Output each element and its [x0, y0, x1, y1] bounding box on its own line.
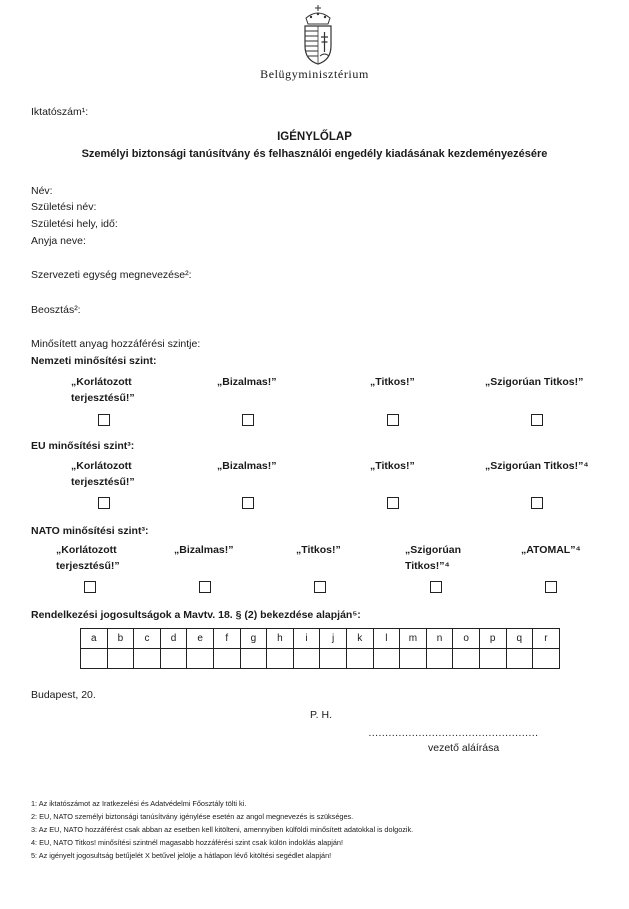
- org-unit-label: Szervezeti egység megnevezése²:: [31, 269, 192, 281]
- national-confidential-checkbox[interactable]: [242, 414, 254, 426]
- rights-letter-c: c: [134, 629, 161, 649]
- rights-mark-cell-g[interactable]: [240, 649, 267, 669]
- access-level-label: Minősített anyag hozzáférési szintje:: [31, 338, 201, 350]
- footnote-3: 3: Az EU, NATO hozzáférést csak abban az esetben kell kitölteni, amennyiben külföldi minősített adatokkal is dolgozik.: [31, 825, 414, 834]
- national-secret-label: „Titkos!”: [370, 376, 415, 388]
- form-subtitle: Személyi biztonsági tanúsítvány és felhasználói engedély kiadásának kezdeményezésére: [81, 148, 548, 160]
- rights-mark-cell-h[interactable]: [267, 649, 294, 669]
- rights-letter-row: [81, 629, 560, 649]
- rights-mark-cell-c[interactable]: [134, 649, 161, 669]
- rights-mark-cell-b[interactable]: [107, 649, 134, 669]
- nato-top-secret-label: „Szigorúan Titkos!”⁴: [405, 544, 462, 572]
- eu-level-heading: EU minősítési szint³:: [31, 440, 135, 452]
- rights-mark-cell-l[interactable]: [373, 649, 400, 669]
- footnote-1: 1: Az iktatószámot az Iratkezelési és Adatvédelmi Főosztály tölti ki.: [31, 799, 247, 808]
- stamp-label: P. H.: [310, 709, 332, 721]
- eu-top-secret-label: „Szigorúan Titkos!”⁴: [485, 460, 589, 472]
- rights-mark-cell-n[interactable]: [426, 649, 453, 669]
- rights-mark-cell-k[interactable]: [346, 649, 373, 669]
- rights-letter-g: g: [240, 629, 267, 649]
- coat-of-arms-logo: [300, 4, 336, 66]
- nato-restricted-label: „Korlátozott terjesztésű!”: [56, 544, 120, 572]
- footnote-2: 2: EU, NATO személyi biztonsági tanúsítvány igénylése esetén az angol megnevezés is szükséges.: [31, 812, 354, 821]
- rights-letter-j: j: [320, 629, 347, 649]
- eu-secret-label: „Titkos!”: [370, 460, 415, 472]
- signer-label: vezető aláírása: [428, 742, 500, 754]
- rights-letter-h: h: [267, 629, 294, 649]
- nato-restricted-checkbox[interactable]: [84, 581, 96, 593]
- eu-secret-checkbox[interactable]: [387, 497, 399, 509]
- rights-letter-n: n: [426, 629, 453, 649]
- rights-mark-cell-o[interactable]: [453, 649, 480, 669]
- national-restricted-checkbox[interactable]: [98, 414, 110, 426]
- rights-mark-cell-q[interactable]: [506, 649, 533, 669]
- national-top-secret-label: „Szigorúan Titkos!”: [485, 376, 584, 388]
- rights-mark-cell-j[interactable]: [320, 649, 347, 669]
- national-level-heading: Nemzeti minősítési szint:: [31, 355, 157, 367]
- nato-top-secret-checkbox[interactable]: [430, 581, 442, 593]
- place-date-label: Budapest, 20.: [31, 689, 96, 701]
- rights-letter-f: f: [213, 629, 240, 649]
- rights-mark-cell-f[interactable]: [213, 649, 240, 669]
- nato-secret-label: „Titkos!”: [296, 544, 341, 556]
- rights-letter-q: q: [506, 629, 533, 649]
- rights-table: [80, 628, 560, 669]
- rights-mark-cell-r[interactable]: [533, 649, 560, 669]
- national-restricted-label: „Korlátozott terjesztésű!”: [71, 376, 135, 404]
- eu-restricted-label: „Korlátozott terjesztésű!”: [71, 460, 135, 488]
- rights-letter-o: o: [453, 629, 480, 649]
- ministry-name: Belügyminisztérium: [260, 67, 369, 81]
- rights-mark-cell-a[interactable]: [81, 649, 108, 669]
- rights-heading: Rendelkezési jogosultságok a Mavtv. 18. § (2) bekezdése alapján⁵:: [31, 609, 361, 621]
- eu-confidential-label: „Bizalmas!”: [217, 460, 277, 472]
- rights-mark-cell-e[interactable]: [187, 649, 214, 669]
- mother-name-label: Anyja neve:: [31, 235, 86, 247]
- rights-mark-cell-m[interactable]: [400, 649, 427, 669]
- rights-letter-m: m: [400, 629, 427, 649]
- birth-name-label: Születési név:: [31, 201, 97, 213]
- footnote-5: 5: Az igényelt jogosultság betűjelét X betűvel jelölje a hátlapon lévő kitöltési segédlet alapján!: [31, 851, 332, 860]
- nato-confidential-checkbox[interactable]: [199, 581, 211, 593]
- rights-letter-r: r: [533, 629, 560, 649]
- registration-number-label: Iktatószám¹:: [31, 106, 89, 118]
- nato-atomal-checkbox[interactable]: [545, 581, 557, 593]
- form-title: IGÉNYLŐLAP: [277, 131, 352, 143]
- position-label: Beosztás²:: [31, 304, 81, 316]
- rights-letter-b: b: [107, 629, 134, 649]
- rights-letter-p: p: [479, 629, 506, 649]
- rights-mark-cell-p[interactable]: [479, 649, 506, 669]
- rights-letter-d: d: [160, 629, 187, 649]
- birth-place-date-label: Születési hely, idő:: [31, 218, 118, 230]
- eu-restricted-checkbox[interactable]: [98, 497, 110, 509]
- national-top-secret-checkbox[interactable]: [531, 414, 543, 426]
- rights-letter-i: i: [293, 629, 320, 649]
- signature-line: ……………………………………………: [368, 727, 538, 739]
- rights-mark-row: [81, 649, 560, 669]
- nato-level-heading: NATO minősítési szint³:: [31, 525, 149, 537]
- rights-mark-cell-d[interactable]: [160, 649, 187, 669]
- nato-atomal-label: „ATOMAL”⁴: [521, 544, 581, 556]
- rights-letter-k: k: [346, 629, 373, 649]
- nato-confidential-label: „Bizalmas!”: [174, 544, 234, 556]
- nato-secret-checkbox[interactable]: [314, 581, 326, 593]
- national-confidential-label: „Bizalmas!”: [217, 376, 277, 388]
- eu-top-secret-checkbox[interactable]: [531, 497, 543, 509]
- rights-letter-l: l: [373, 629, 400, 649]
- rights-letter-a: a: [81, 629, 108, 649]
- rights-mark-cell-i[interactable]: [293, 649, 320, 669]
- national-secret-checkbox[interactable]: [387, 414, 399, 426]
- rights-letter-e: e: [187, 629, 214, 649]
- name-label: Név:: [31, 185, 53, 197]
- footnote-4: 4: EU, NATO Titkos! minősítési szintnél magasabb hozzáférési szint csak külön indoklás alapján!: [31, 838, 344, 847]
- eu-confidential-checkbox[interactable]: [242, 497, 254, 509]
